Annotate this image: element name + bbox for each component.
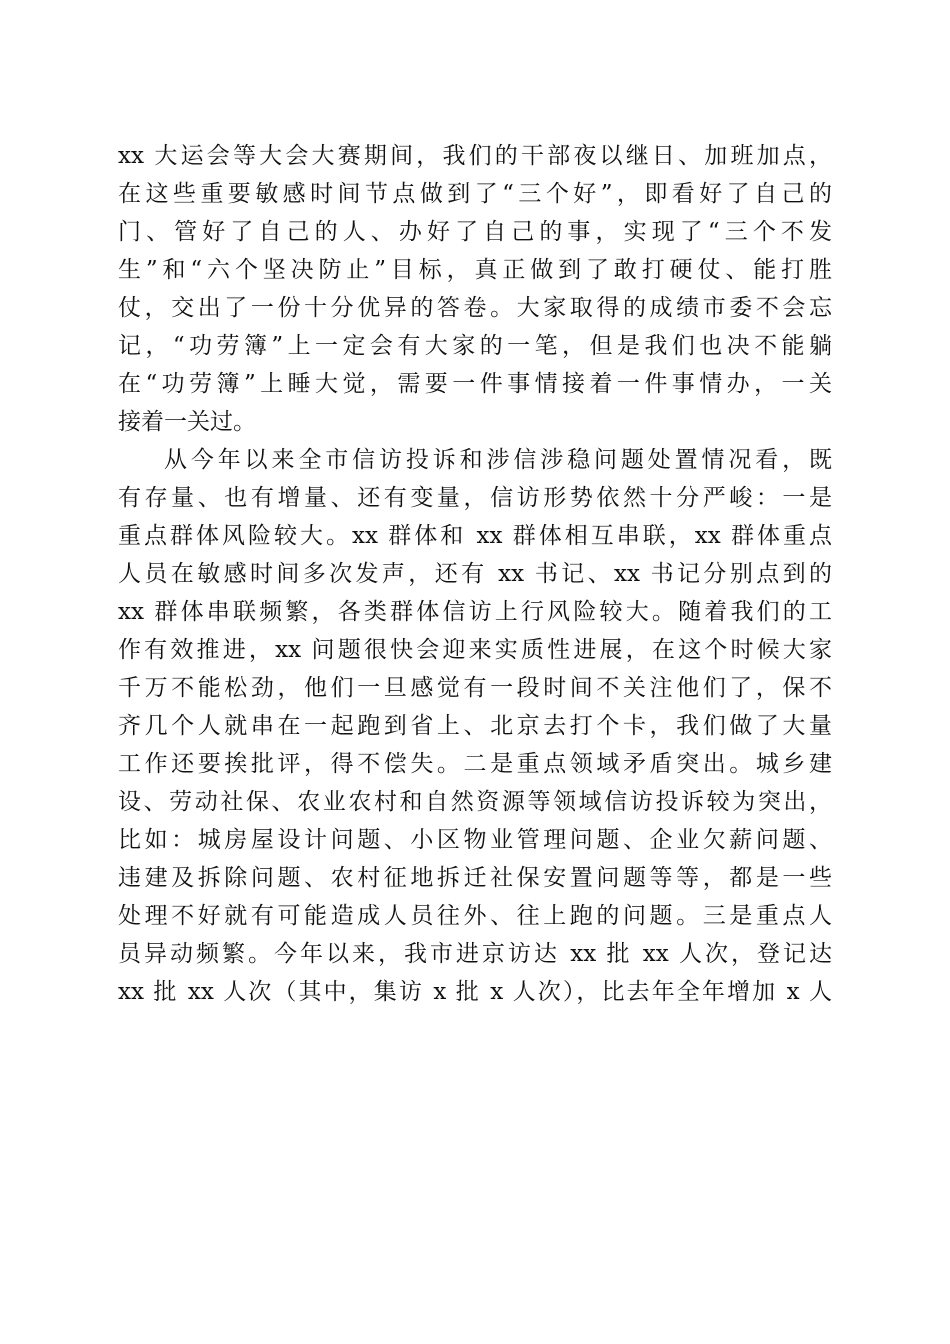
text-line: 在这些重要敏感时间节点做到了“三个好”，即看好了自己的: [118, 181, 832, 207]
text-line: 设、劳动社保、农业农村和自然资源等领域信访投诉较为突出，: [118, 789, 832, 815]
text-line: 生”和“六个坚决防止”目标，真正做到了敢打硬仗、能打胜: [118, 257, 832, 283]
text-line: 处理不好就有可能造成人员往外、往上跑的问题。三是重点人: [118, 903, 832, 929]
text-line: 工作还要挨批评，得不偿失。二是重点领域矛盾突出。城乡建: [118, 751, 832, 777]
body-text: [118, 137, 832, 1011]
text-line: xx 大运会等大会大赛期间，我们的干部夜以继日、加班加点，: [118, 143, 832, 169]
text-line: xx 批 xx 人次（其中，集访 x 批 x 人次），比去年全年增加 x 人: [118, 979, 832, 1005]
text-line: 仗，交出了一份十分优异的答卷。大家取得的成绩市委不会忘: [118, 295, 832, 321]
text-line: 从今年以来全市信访投诉和涉信涉稳问题处置情况看，既: [164, 447, 832, 473]
paragraph-1: [118, 137, 832, 441]
text-line: 门、管好了自己的人、办好了自己的事，实现了“三个不发: [118, 219, 832, 245]
text-line: 记，“功劳簿”上一定会有大家的一笔，但是我们也决不能躺: [118, 333, 832, 359]
text-line: 比如：城房屋设计问题、小区物业管理问题、企业欠薪问题、: [118, 827, 832, 853]
text-line: 接着一关过。: [118, 409, 256, 435]
paragraph-2: [118, 441, 832, 1011]
text-line: 重点群体风险较大。xx 群体和 xx 群体相互串联，xx 群体重点: [118, 523, 832, 549]
text-line: 在“功劳簿”上睡大觉，需要一件事情接着一件事情办，一关: [118, 371, 832, 397]
text-line: 人员在敏感时间多次发声，还有 xx 书记、xx 书记分别点到的: [118, 561, 832, 587]
text-line: xx 群体串联频繁，各类群体信访上行风险较大。随着我们的工: [118, 599, 832, 625]
text-line: 作有效推进，xx 问题很快会迎来实质性进展，在这个时候大家: [118, 637, 832, 663]
text-line: 违建及拆除问题、农村征地拆迁社保安置问题等等，都是一些: [118, 865, 832, 891]
text-line: 千万不能松劲，他们一旦感觉有一段时间不关注他们了，保不: [118, 675, 832, 701]
text-line: 员异动频繁。今年以来，我市进京访达 xx 批 xx 人次，登记达: [118, 941, 832, 967]
text-line: 有存量、也有增量、还有变量，信访形势依然十分严峻：一是: [118, 485, 832, 511]
text-line: 齐几个人就串在一起跑到省上、北京去打个卡，我们做了大量: [118, 713, 832, 739]
